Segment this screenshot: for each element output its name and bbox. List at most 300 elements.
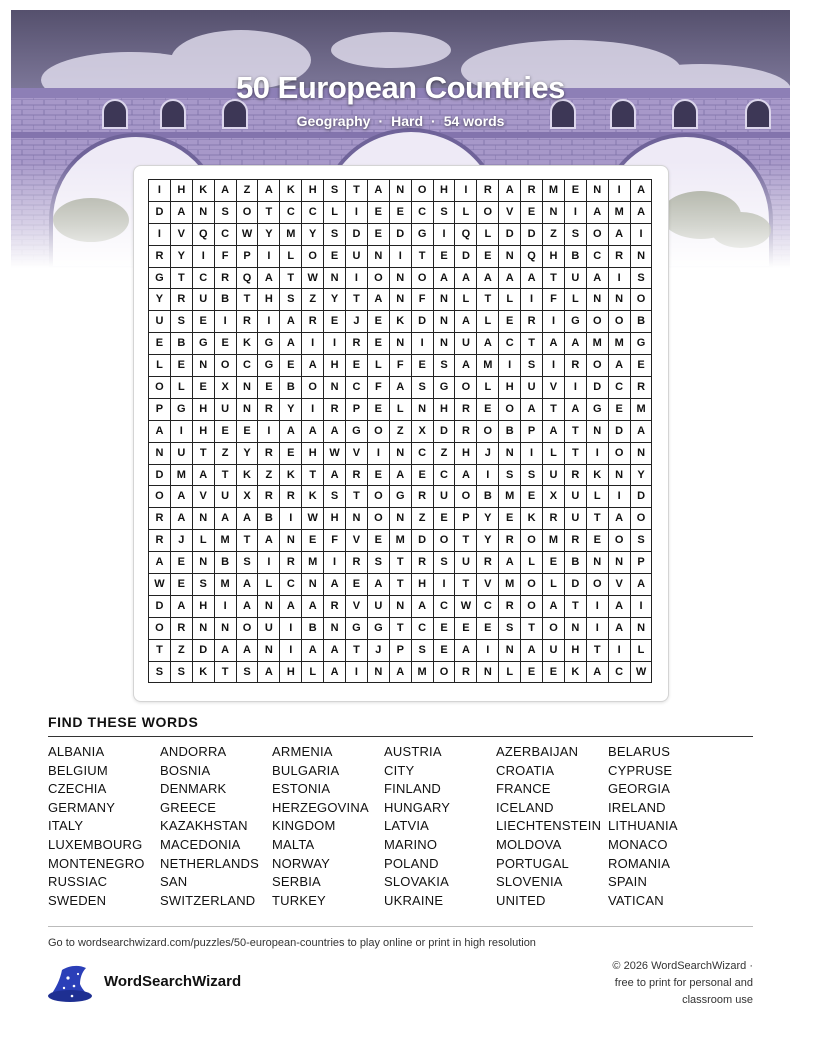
grid-cell[interactable]: L (543, 442, 565, 464)
grid-cell[interactable]: N (411, 398, 433, 420)
grid-cell[interactable]: E (367, 333, 389, 355)
grid-cell[interactable]: V (170, 223, 192, 245)
grid-cell[interactable]: H (302, 442, 324, 464)
grid-cell[interactable]: E (433, 617, 455, 639)
grid-cell[interactable]: O (302, 245, 324, 267)
grid-cell[interactable]: A (324, 639, 346, 661)
grid-cell[interactable]: B (630, 311, 652, 333)
grid-cell[interactable]: Z (214, 442, 236, 464)
grid-cell[interactable]: O (477, 201, 499, 223)
grid-cell[interactable]: J (170, 530, 192, 552)
grid-cell[interactable]: L (302, 661, 324, 683)
grid-cell[interactable]: E (521, 201, 543, 223)
grid-cell[interactable]: A (586, 201, 608, 223)
grid-cell[interactable]: V (608, 574, 630, 596)
grid-cell[interactable]: A (324, 574, 346, 596)
grid-cell[interactable]: S (521, 355, 543, 377)
grid-cell[interactable]: T (236, 530, 258, 552)
grid-cell[interactable]: H (564, 639, 586, 661)
grid-cell[interactable]: E (521, 661, 543, 683)
grid-cell[interactable]: L (280, 245, 302, 267)
grid-cell[interactable]: N (499, 639, 521, 661)
grid-cell[interactable]: K (236, 464, 258, 486)
grid-cell[interactable]: A (367, 289, 389, 311)
grid-cell[interactable]: L (477, 223, 499, 245)
grid-cell[interactable]: I (280, 617, 302, 639)
grid-cell[interactable]: Y (630, 464, 652, 486)
grid-cell[interactable]: K (586, 464, 608, 486)
grid-cell[interactable]: U (564, 486, 586, 508)
grid-cell[interactable]: O (433, 661, 455, 683)
grid-cell[interactable]: J (346, 311, 368, 333)
grid-cell[interactable]: V (477, 574, 499, 596)
grid-cell[interactable]: E (236, 420, 258, 442)
grid-cell[interactable]: I (433, 223, 455, 245)
grid-cell[interactable]: S (324, 223, 346, 245)
grid-cell[interactable]: S (324, 180, 346, 202)
grid-cell[interactable]: E (477, 245, 499, 267)
grid-cell[interactable]: A (389, 464, 411, 486)
grid-cell[interactable]: E (630, 355, 652, 377)
grid-cell[interactable]: T (543, 267, 565, 289)
grid-cell[interactable]: R (564, 464, 586, 486)
grid-cell[interactable]: O (586, 223, 608, 245)
grid-cell[interactable]: X (411, 420, 433, 442)
grid-cell[interactable]: D (149, 201, 171, 223)
grid-cell[interactable]: I (258, 245, 280, 267)
grid-cell[interactable]: R (258, 398, 280, 420)
grid-cell[interactable]: H (499, 377, 521, 399)
grid-cell[interactable]: G (192, 333, 214, 355)
grid-cell[interactable]: B (564, 245, 586, 267)
grid-cell[interactable]: O (630, 508, 652, 530)
grid-cell[interactable]: W (455, 595, 477, 617)
grid-cell[interactable]: D (149, 464, 171, 486)
grid-cell[interactable]: T (346, 486, 368, 508)
grid-cell[interactable]: A (280, 311, 302, 333)
grid-cell[interactable]: I (258, 552, 280, 574)
grid-cell[interactable]: A (170, 201, 192, 223)
grid-cell[interactable]: N (149, 442, 171, 464)
grid-cell[interactable]: H (192, 420, 214, 442)
grid-cell[interactable]: I (630, 595, 652, 617)
grid-cell[interactable]: L (149, 355, 171, 377)
grid-cell[interactable]: L (477, 311, 499, 333)
grid-cell[interactable]: I (630, 223, 652, 245)
grid-cell[interactable]: N (389, 180, 411, 202)
grid-cell[interactable]: P (346, 398, 368, 420)
grid-cell[interactable]: P (236, 245, 258, 267)
grid-cell[interactable]: U (192, 289, 214, 311)
grid-cell[interactable]: B (477, 486, 499, 508)
grid-cell[interactable]: I (346, 267, 368, 289)
grid-cell[interactable]: L (170, 377, 192, 399)
grid-cell[interactable]: A (258, 180, 280, 202)
grid-cell[interactable]: L (455, 201, 477, 223)
grid-cell[interactable]: L (499, 289, 521, 311)
grid-cell[interactable]: I (586, 442, 608, 464)
grid-cell[interactable]: G (630, 333, 652, 355)
grid-cell[interactable]: Z (433, 442, 455, 464)
grid-cell[interactable]: R (477, 552, 499, 574)
grid-cell[interactable]: R (258, 442, 280, 464)
grid-cell[interactable]: A (170, 595, 192, 617)
grid-cell[interactable]: T (346, 639, 368, 661)
grid-cell[interactable]: G (258, 355, 280, 377)
grid-cell[interactable]: U (214, 398, 236, 420)
grid-cell[interactable]: V (543, 377, 565, 399)
grid-cell[interactable]: B (214, 552, 236, 574)
grid-cell[interactable]: U (564, 267, 586, 289)
grid-cell[interactable]: N (236, 398, 258, 420)
grid-cell[interactable]: C (586, 245, 608, 267)
grid-cell[interactable]: B (499, 420, 521, 442)
grid-cell[interactable]: L (499, 661, 521, 683)
grid-cell[interactable]: R (564, 355, 586, 377)
grid-cell[interactable]: A (302, 420, 324, 442)
grid-cell[interactable]: T (192, 442, 214, 464)
grid-cell[interactable]: O (367, 508, 389, 530)
grid-cell[interactable]: N (586, 420, 608, 442)
grid-cell[interactable]: T (346, 289, 368, 311)
grid-cell[interactable]: R (543, 508, 565, 530)
grid-cell[interactable]: A (499, 552, 521, 574)
grid-cell[interactable]: S (499, 464, 521, 486)
grid-cell[interactable]: E (433, 508, 455, 530)
grid-cell[interactable]: D (149, 595, 171, 617)
grid-cell[interactable]: D (499, 223, 521, 245)
grid-cell[interactable]: A (543, 595, 565, 617)
grid-cell[interactable]: K (280, 464, 302, 486)
grid-cell[interactable]: E (170, 574, 192, 596)
grid-cell[interactable]: R (455, 398, 477, 420)
grid-cell[interactable]: A (258, 661, 280, 683)
grid-cell[interactable]: A (192, 464, 214, 486)
grid-cell[interactable]: E (346, 574, 368, 596)
grid-cell[interactable]: M (543, 180, 565, 202)
grid-cell[interactable]: A (149, 552, 171, 574)
grid-cell[interactable]: L (630, 639, 652, 661)
grid-cell[interactable]: S (236, 661, 258, 683)
grid-cell[interactable]: C (411, 442, 433, 464)
grid-cell[interactable]: E (499, 311, 521, 333)
grid-cell[interactable]: T (411, 245, 433, 267)
grid-cell[interactable]: C (477, 595, 499, 617)
grid-cell[interactable]: S (149, 661, 171, 683)
grid-cell[interactable]: O (608, 530, 630, 552)
grid-cell[interactable]: R (324, 595, 346, 617)
grid-cell[interactable]: P (149, 398, 171, 420)
grid-cell[interactable]: V (499, 201, 521, 223)
grid-cell[interactable]: R (630, 377, 652, 399)
grid-cell[interactable]: O (433, 530, 455, 552)
grid-cell[interactable]: A (521, 398, 543, 420)
grid-cell[interactable]: E (170, 355, 192, 377)
grid-cell[interactable]: I (433, 574, 455, 596)
grid-cell[interactable]: A (630, 180, 652, 202)
grid-cell[interactable]: H (411, 574, 433, 596)
grid-cell[interactable]: F (367, 377, 389, 399)
grid-cell[interactable]: T (170, 267, 192, 289)
grid-cell[interactable]: U (564, 508, 586, 530)
grid-cell[interactable]: I (280, 508, 302, 530)
grid-cell[interactable]: R (214, 267, 236, 289)
grid-cell[interactable]: A (608, 223, 630, 245)
grid-cell[interactable]: O (149, 377, 171, 399)
grid-cell[interactable]: R (564, 530, 586, 552)
grid-cell[interactable]: M (586, 333, 608, 355)
grid-cell[interactable]: E (389, 201, 411, 223)
grid-cell[interactable]: S (280, 289, 302, 311)
grid-cell[interactable]: E (367, 464, 389, 486)
grid-cell[interactable]: R (608, 245, 630, 267)
grid-cell[interactable]: Y (170, 245, 192, 267)
grid-cell[interactable]: N (346, 508, 368, 530)
grid-cell[interactable]: G (346, 617, 368, 639)
grid-cell[interactable]: N (324, 267, 346, 289)
grid-cell[interactable]: E (367, 311, 389, 333)
grid-cell[interactable]: N (586, 289, 608, 311)
grid-cell[interactable]: A (455, 311, 477, 333)
grid-cell[interactable]: A (521, 267, 543, 289)
grid-cell[interactable]: Y (302, 223, 324, 245)
grid-cell[interactable]: I (302, 398, 324, 420)
grid-cell[interactable]: C (192, 267, 214, 289)
grid-cell[interactable]: E (324, 245, 346, 267)
grid-cell[interactable]: Z (302, 289, 324, 311)
grid-cell[interactable]: Z (170, 639, 192, 661)
grid-cell[interactable]: M (170, 464, 192, 486)
grid-cell[interactable]: T (586, 508, 608, 530)
grid-cell[interactable]: R (499, 595, 521, 617)
grid-cell[interactable]: F (324, 530, 346, 552)
grid-cell[interactable]: A (367, 574, 389, 596)
grid-cell[interactable]: K (564, 661, 586, 683)
grid-cell[interactable]: N (389, 333, 411, 355)
grid-cell[interactable]: E (367, 201, 389, 223)
grid-cell[interactable]: W (324, 442, 346, 464)
grid-cell[interactable]: R (324, 398, 346, 420)
grid-cell[interactable]: A (302, 355, 324, 377)
grid-cell[interactable]: J (367, 639, 389, 661)
grid-cell[interactable]: R (411, 552, 433, 574)
grid-cell[interactable]: L (586, 486, 608, 508)
grid-cell[interactable]: E (214, 333, 236, 355)
grid-cell[interactable]: G (389, 486, 411, 508)
grid-cell[interactable]: N (433, 289, 455, 311)
grid-cell[interactable]: I (411, 333, 433, 355)
grid-cell[interactable]: I (477, 464, 499, 486)
grid-cell[interactable]: Y (477, 530, 499, 552)
grid-cell[interactable]: Z (389, 420, 411, 442)
grid-cell[interactable]: T (586, 639, 608, 661)
grid-cell[interactable]: S (630, 267, 652, 289)
grid-cell[interactable]: A (608, 595, 630, 617)
grid-cell[interactable]: A (411, 595, 433, 617)
grid-cell[interactable]: N (192, 552, 214, 574)
grid-cell[interactable]: E (564, 180, 586, 202)
grid-cell[interactable]: T (346, 180, 368, 202)
grid-cell[interactable]: A (302, 595, 324, 617)
grid-cell[interactable]: V (346, 595, 368, 617)
grid-cell[interactable]: O (586, 574, 608, 596)
grid-cell[interactable]: N (586, 552, 608, 574)
grid-cell[interactable]: A (455, 464, 477, 486)
grid-cell[interactable]: C (280, 574, 302, 596)
grid-cell[interactable]: G (564, 311, 586, 333)
grid-cell[interactable]: P (455, 508, 477, 530)
grid-cell[interactable]: G (411, 223, 433, 245)
grid-cell[interactable]: T (389, 617, 411, 639)
grid-cell[interactable]: R (521, 311, 543, 333)
grid-cell[interactable]: A (258, 267, 280, 289)
grid-cell[interactable]: R (170, 289, 192, 311)
grid-cell[interactable]: Q (192, 223, 214, 245)
grid-cell[interactable]: A (280, 333, 302, 355)
grid-cell[interactable]: A (630, 420, 652, 442)
grid-cell[interactable]: I (324, 333, 346, 355)
grid-cell[interactable]: N (608, 464, 630, 486)
grid-cell[interactable]: T (477, 289, 499, 311)
grid-cell[interactable]: W (149, 574, 171, 596)
grid-cell[interactable]: C (499, 333, 521, 355)
grid-cell[interactable]: M (608, 201, 630, 223)
grid-cell[interactable]: N (236, 377, 258, 399)
grid-cell[interactable]: A (389, 661, 411, 683)
grid-cell[interactable]: K (192, 180, 214, 202)
grid-cell[interactable]: L (258, 574, 280, 596)
grid-cell[interactable]: G (258, 333, 280, 355)
grid-cell[interactable]: H (433, 398, 455, 420)
grid-cell[interactable]: N (324, 377, 346, 399)
grid-cell[interactable]: M (214, 574, 236, 596)
grid-cell[interactable]: A (608, 617, 630, 639)
grid-cell[interactable]: E (324, 311, 346, 333)
grid-cell[interactable]: Y (258, 223, 280, 245)
grid-cell[interactable]: N (433, 311, 455, 333)
grid-cell[interactable]: X (236, 486, 258, 508)
grid-cell[interactable]: A (280, 595, 302, 617)
grid-cell[interactable]: N (192, 201, 214, 223)
grid-cell[interactable]: H (192, 595, 214, 617)
grid-cell[interactable]: D (564, 574, 586, 596)
grid-cell[interactable]: A (280, 420, 302, 442)
grid-cell[interactable]: I (586, 595, 608, 617)
grid-cell[interactable]: T (258, 201, 280, 223)
grid-cell[interactable]: T (543, 398, 565, 420)
grid-cell[interactable]: A (258, 530, 280, 552)
grid-cell[interactable]: N (630, 245, 652, 267)
grid-cell[interactable]: S (214, 201, 236, 223)
grid-cell[interactable]: G (170, 398, 192, 420)
grid-cell[interactable]: T (236, 289, 258, 311)
grid-cell[interactable]: O (499, 398, 521, 420)
grid-cell[interactable]: T (389, 574, 411, 596)
grid-cell[interactable]: N (389, 267, 411, 289)
grid-cell[interactable]: U (433, 486, 455, 508)
grid-cell[interactable]: A (214, 180, 236, 202)
grid-cell[interactable]: H (543, 245, 565, 267)
grid-cell[interactable]: E (280, 442, 302, 464)
grid-cell[interactable]: S (170, 311, 192, 333)
grid-cell[interactable]: G (149, 267, 171, 289)
grid-cell[interactable]: O (149, 486, 171, 508)
grid-cell[interactable]: K (302, 486, 324, 508)
grid-cell[interactable]: N (258, 595, 280, 617)
grid-cell[interactable]: I (346, 661, 368, 683)
grid-cell[interactable]: N (630, 617, 652, 639)
grid-cell[interactable]: V (346, 530, 368, 552)
grid-cell[interactable]: L (521, 552, 543, 574)
grid-cell[interactable]: F (214, 245, 236, 267)
grid-cell[interactable]: G (433, 377, 455, 399)
grid-cell[interactable]: R (149, 508, 171, 530)
grid-cell[interactable]: M (214, 530, 236, 552)
grid-cell[interactable]: O (477, 420, 499, 442)
grid-cell[interactable]: O (521, 530, 543, 552)
grid-cell[interactable]: S (630, 530, 652, 552)
grid-cell[interactable]: E (411, 355, 433, 377)
grid-cell[interactable]: M (477, 355, 499, 377)
grid-cell[interactable]: O (521, 595, 543, 617)
grid-cell[interactable]: P (389, 639, 411, 661)
grid-cell[interactable]: K (192, 661, 214, 683)
grid-cell[interactable]: B (214, 289, 236, 311)
grid-cell[interactable]: M (411, 661, 433, 683)
grid-cell[interactable]: L (477, 377, 499, 399)
grid-cell[interactable]: E (521, 486, 543, 508)
grid-cell[interactable]: C (433, 464, 455, 486)
grid-cell[interactable]: V (346, 442, 368, 464)
grid-cell[interactable]: U (258, 617, 280, 639)
grid-cell[interactable]: A (367, 180, 389, 202)
grid-cell[interactable]: R (258, 486, 280, 508)
grid-cell[interactable]: G (367, 617, 389, 639)
grid-cell[interactable]: A (149, 420, 171, 442)
grid-cell[interactable]: A (324, 661, 346, 683)
grid-cell[interactable]: C (214, 223, 236, 245)
grid-cell[interactable]: E (346, 355, 368, 377)
grid-cell[interactable]: H (258, 289, 280, 311)
grid-cell[interactable]: T (214, 464, 236, 486)
grid-cell[interactable]: N (367, 245, 389, 267)
grid-cell[interactable]: U (367, 595, 389, 617)
grid-cell[interactable]: M (543, 530, 565, 552)
grid-cell[interactable]: U (455, 552, 477, 574)
grid-cell[interactable]: S (236, 552, 258, 574)
grid-cell[interactable]: I (586, 617, 608, 639)
grid-cell[interactable]: A (170, 486, 192, 508)
grid-cell[interactable]: A (324, 420, 346, 442)
grid-cell[interactable]: L (455, 289, 477, 311)
grid-cell[interactable]: A (477, 267, 499, 289)
grid-cell[interactable]: R (346, 333, 368, 355)
grid-cell[interactable]: G (346, 420, 368, 442)
grid-cell[interactable]: E (499, 508, 521, 530)
grid-cell[interactable]: N (543, 201, 565, 223)
grid-cell[interactable]: I (192, 245, 214, 267)
grid-cell[interactable]: Z (258, 464, 280, 486)
grid-cell[interactable]: N (389, 595, 411, 617)
grid-cell[interactable]: T (564, 595, 586, 617)
grid-cell[interactable]: I (258, 311, 280, 333)
grid-cell[interactable]: L (543, 574, 565, 596)
grid-cell[interactable]: L (389, 398, 411, 420)
grid-cell[interactable]: E (543, 552, 565, 574)
grid-cell[interactable]: Q (236, 267, 258, 289)
grid-cell[interactable]: D (433, 420, 455, 442)
grid-cell[interactable]: O (543, 617, 565, 639)
